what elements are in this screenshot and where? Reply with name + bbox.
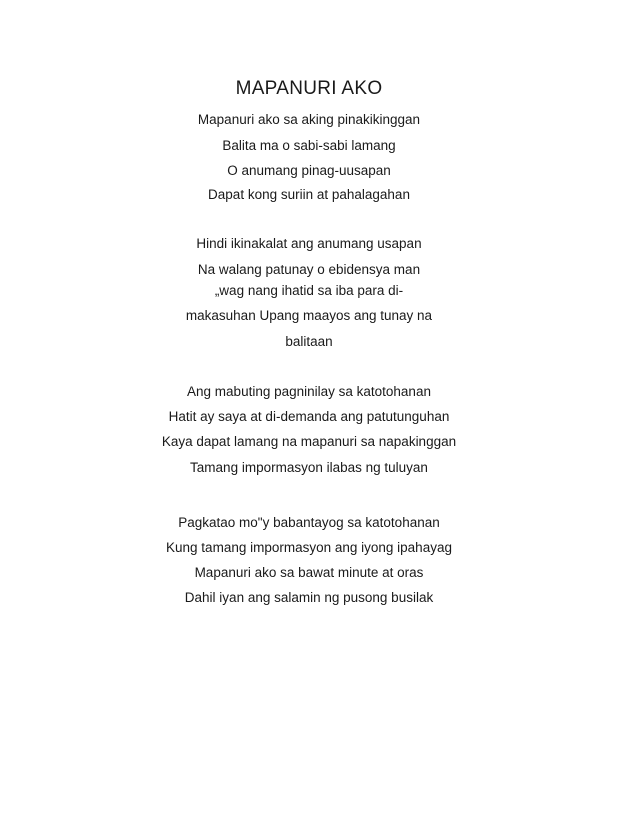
poem-line: Mapanuri ako sa aking pinakikinggan [197,112,421,127]
poem-line: Ang mabuting pagninilay sa katotohanan [187,384,431,399]
poem-line: „wag nang ihatid sa iba para di- [214,283,404,298]
poem-line: Hatit ay saya at di-demanda ang patutunguhan [168,409,450,424]
poem-line: Na walang patunay o ebidensya man [197,262,421,277]
poem-line: Dahil iyan ang salamin ng pusong busilak [184,590,434,605]
poem-line: Dapat kong suriin at pahalagahan [208,187,410,202]
poem-line: Pagkatao mo"y babantayog sa katotohanan [178,515,440,530]
poem-line: O anumang pinag-uusapan [227,163,391,178]
poem-title: MAPANURI AKO [235,78,383,99]
poem-line: Hindi ikinakalat ang anumang usapan [196,236,422,251]
poem-line: Kaya dapat lamang na mapanuri sa napakinggan [161,434,457,449]
poem-line: Kung tamang impormasyon ang iyong ipahayag [166,540,452,555]
poem-line: makasuhan Upang maayos ang tunay na [185,308,433,323]
poem-line: Tamang impormasyon ilabas ng tuluyan [190,460,428,475]
poem-line: Mapanuri ako sa bawat minute at oras [194,565,424,580]
poem-line: balitaan [285,334,333,349]
poem-line: Balita ma o sabi-sabi lamang [222,138,396,153]
